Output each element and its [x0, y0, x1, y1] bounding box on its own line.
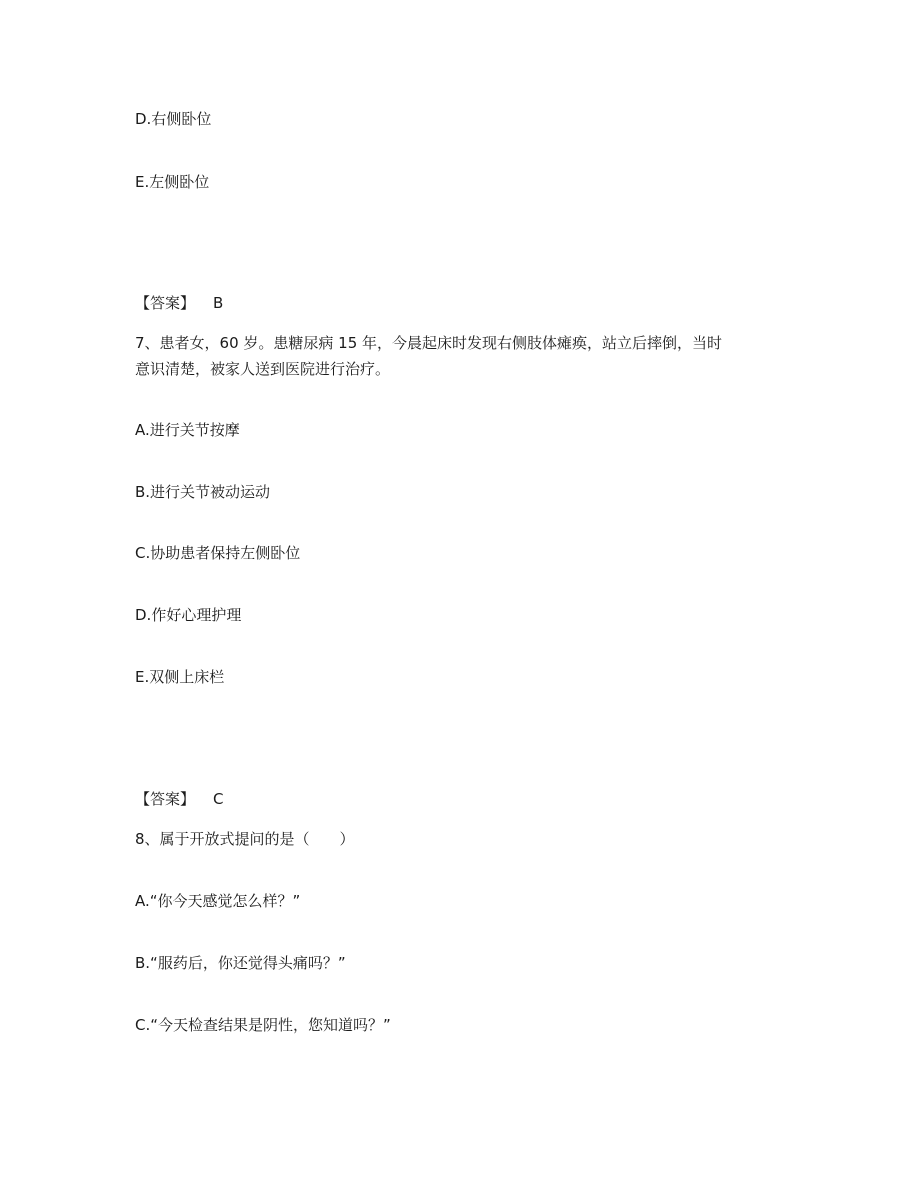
- q7-option-a: A.进行关节按摩: [135, 421, 240, 439]
- q7-stem-line-2: 意识清楚，被家人送到医院进行治疗。: [135, 360, 391, 378]
- q6-option-e: E.左侧卧位: [135, 173, 210, 191]
- q7-option-c: C.协助患者保持左侧卧位: [135, 544, 301, 562]
- q8-stem: 8、属于开放式提问的是（ ）: [135, 830, 355, 848]
- q7-option-b: B.进行关节被动运动: [135, 483, 271, 501]
- q6-answer: [135, 293, 223, 313]
- q8-option-b: B.“服药后，你还觉得头痛吗？”: [135, 954, 346, 972]
- answer-value: C: [213, 790, 224, 808]
- answer-value: B: [213, 294, 224, 312]
- answer-label: 【答案】: [135, 294, 196, 312]
- q6-option-d: D.右侧卧位: [135, 110, 212, 128]
- q8-option-c: C.“今天检查结果是阴性，您知道吗？”: [135, 1016, 391, 1034]
- q7-stem-line-1: 7、患者女，60 岁。患糖尿病 15 年，今晨起床时发现右侧肢体瘫痪，站立后摔倒，当时: [135, 334, 723, 352]
- answer-label: 【答案】: [135, 790, 196, 808]
- q7-option-d: D.作好心理护理: [135, 606, 242, 624]
- q7-option-e: E.双侧上床栏: [135, 668, 225, 686]
- q8-option-a: A.“你今天感觉怎么样？”: [135, 892, 301, 910]
- q7-answer: [135, 789, 224, 809]
